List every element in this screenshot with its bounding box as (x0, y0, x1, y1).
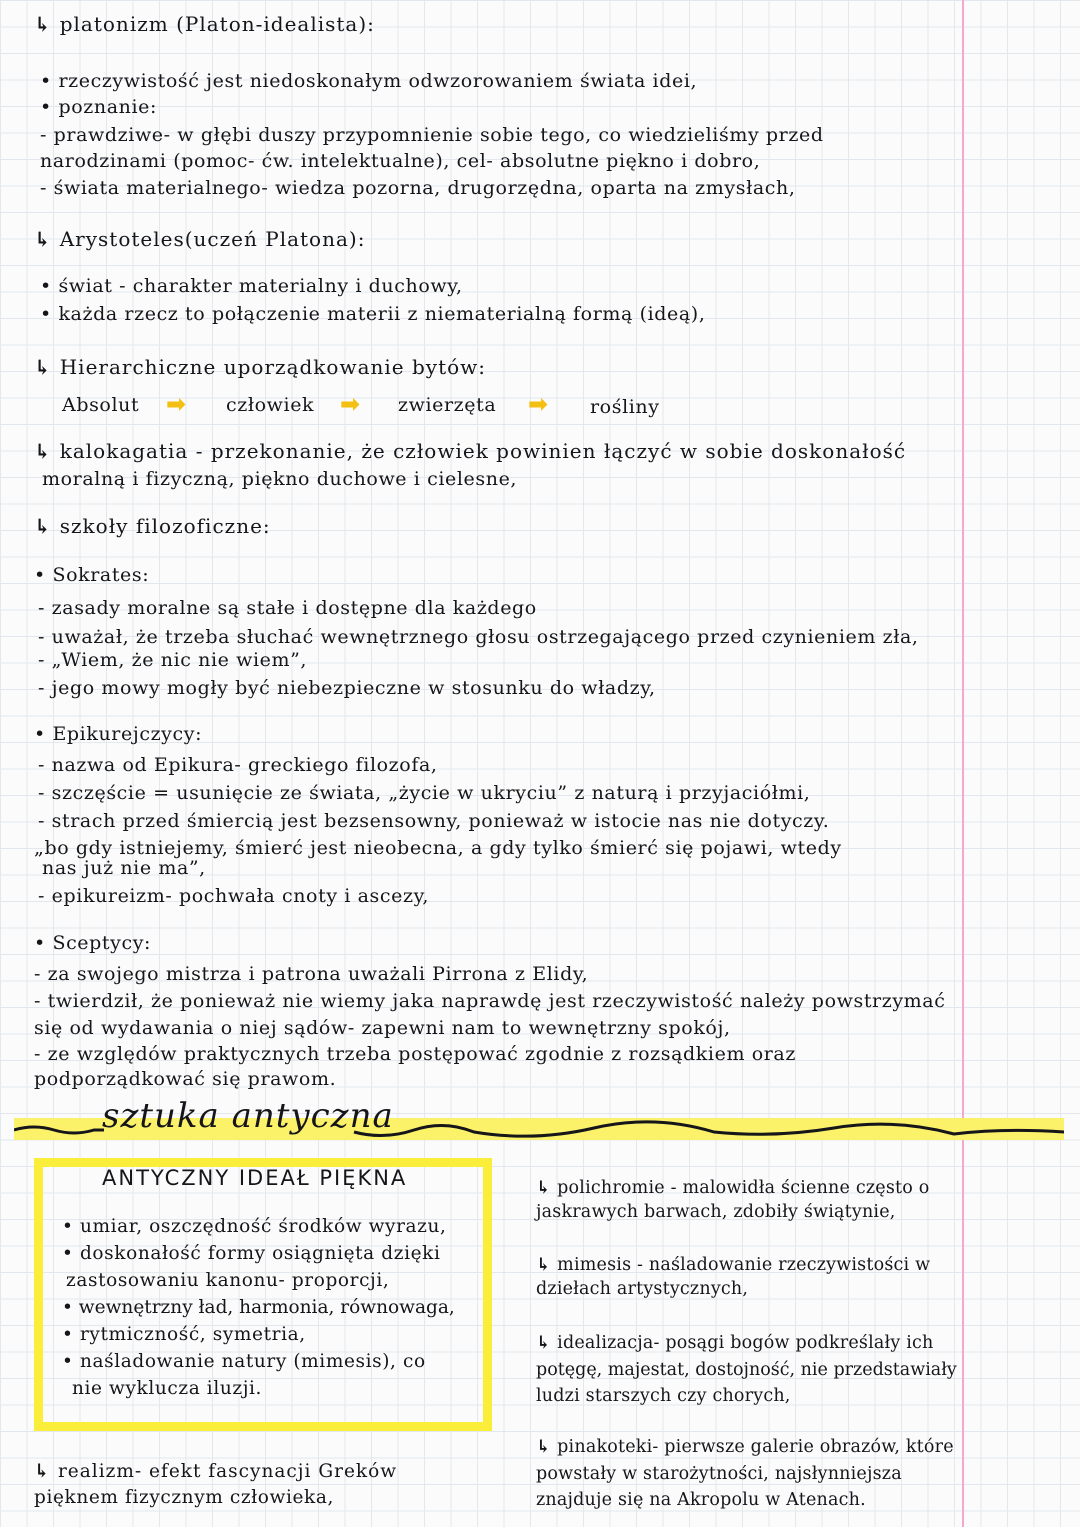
mimesis-line: ↳ mimesis - naśladowanie rzeczywistości w (536, 1252, 930, 1278)
text-line: • każda rzecz to połączenie materii z niematerialną formą (ideą), (40, 303, 706, 325)
school-title-socrates: • Sokrates: (34, 564, 150, 586)
section-heading-hierarchy: ↳ Hierarchiczne uporządkowanie bytów: (34, 354, 486, 380)
right-arrow-icon: ➡ (340, 390, 361, 418)
text-line: jaskrawych barwach, zdobiły świątynie, (536, 1202, 896, 1222)
section-heading-platonism: ↳ platonizm (Platon-idealista): (34, 11, 375, 37)
text-line: ludzi starszych czy chorych, (536, 1386, 791, 1406)
text-line: narodzinami (pomoc- ćw. intelektualne), cel- absolutne piękno i dobro, (40, 150, 761, 172)
text-line: - jego mowy mogły być niebezpieczne w stosunku do władzy, (38, 677, 656, 699)
text-line: • rytmiczność, symetria, (62, 1324, 306, 1345)
text-line: - szczęście = usunięcie ze świata, „życie w ukryciu” z naturą i przyjaciółmi, (38, 782, 811, 804)
text-line: - świata materialnego- wiedza pozorna, drugorzędna, oparta na zmysłach, (40, 177, 796, 199)
text-line: • umiar, oszczędność środków wyrazu, (62, 1216, 447, 1237)
text-line: - epikureizm- pochwała cnoty i ascezy, (38, 885, 430, 907)
school-title-skeptics: • Sceptycy: (34, 932, 152, 954)
text-line: - ze względów praktycznych trzeba postępować zgodnie z rozsądkiem oraz (34, 1043, 796, 1065)
hierarchy-item: zwierzęta (398, 394, 497, 416)
text-line: „bo gdy istniejemy, śmierć jest nieobecna, a gdy tylko śmierć się pojawi, wtedy (34, 837, 842, 859)
text-line: - zasady moralne są stałe i dostępne dla każdego (38, 597, 537, 619)
right-arrow-icon: ➡ (528, 390, 549, 418)
text-line: • doskonałość formy osiągnięta dzięki (62, 1243, 441, 1264)
box-title: ANTYCZNY IDEAŁ PIĘKNA (102, 1166, 408, 1190)
text-line: pięknem fizycznym człowieka, (34, 1487, 334, 1508)
text-line: • poznanie: (40, 96, 157, 118)
art-section-title: sztuka antyczna (102, 1096, 394, 1136)
text-line: zastosowaniu kanonu- proporcji, (66, 1270, 390, 1291)
text-line: - „Wiem, że nic nie wiem”, (38, 649, 308, 671)
hierarchy-item: rośliny (590, 396, 660, 418)
kalokagatia-line: ↳ kalokagatia - przekonanie, że człowiek powinien łączyć w sobie doskonałość (34, 438, 906, 464)
text-line: moralną i fizyczną, piękno duchowe i cielesne, (42, 468, 518, 490)
idealization-line: ↳ idealizacja- posągi bogów podkreślały ich (536, 1330, 934, 1356)
text-line: - nazwa od Epikura- greckiego filozofa, (38, 754, 438, 776)
right-arrow-icon: ➡ (166, 390, 187, 418)
text-line: • świat - charakter materialny i duchowy, (40, 275, 463, 297)
hierarchy-item: człowiek (226, 394, 315, 416)
text-line: dziełach artystycznych, (536, 1279, 749, 1299)
text-line: - uważał, że trzeba słuchać wewnętrznego głosu ostrzegającego przed czynieniem zła, (38, 626, 919, 648)
text-line: się od wydawania o niej sądów- zapewni nam to wewnętrzny spokój, (34, 1017, 731, 1039)
polychromy-line: ↳ polichromie - malowidła ścienne często o (536, 1175, 929, 1201)
text-line: nie wyklucza iluzji. (72, 1378, 263, 1399)
text-line: - za swojego mistrza i patrona uważali Pirrona z Elidy, (34, 963, 589, 985)
notebook-margin-line (962, 0, 964, 1527)
section-heading-aristotle: ↳ Arystoteles(uczeń Platona): (34, 226, 365, 252)
section-heading-schools: ↳ szkoły filozoficzne: (34, 513, 271, 539)
text-line: znajduje się na Akropolu w Atenach. (536, 1490, 866, 1510)
text-line: - twierdził, że ponieważ nie wiemy jaka naprawdę jest rzeczywistość należy powstrzymać (34, 990, 946, 1012)
text-line: - prawdziwe- w głębi duszy przypomnienie sobie tego, co wiedzieliśmy przed (40, 124, 824, 146)
text-line: powstały w starożytności, najsłynniejsza (536, 1464, 902, 1484)
text-line: • naśladowanie natury (mimesis), co (62, 1351, 426, 1372)
text-line: podporządkować się prawom. (34, 1068, 337, 1090)
pinakoteki-line: ↳ pinakoteki- pierwsze galerie obrazów, które (536, 1434, 954, 1460)
realism-line: ↳ realizm- efekt fascynacji Greków (34, 1459, 397, 1485)
text-line: • wewnętrzny ład, harmonia, równowaga, (62, 1297, 455, 1318)
school-title-epicureans: • Epikurejczycy: (34, 723, 203, 745)
hierarchy-item: Absolut (62, 394, 140, 416)
text-line: - strach przed śmiercią jest bezsensowny, ponieważ w istocie nas nie dotyczy. (38, 810, 830, 832)
text-line: • rzeczywistość jest niedoskonałym odwzorowaniem świata idei, (40, 70, 698, 92)
text-line: nas już nie ma”, (42, 857, 206, 879)
text-line: potęgę, majestat, dostojność, nie przedstawiały (536, 1360, 957, 1380)
